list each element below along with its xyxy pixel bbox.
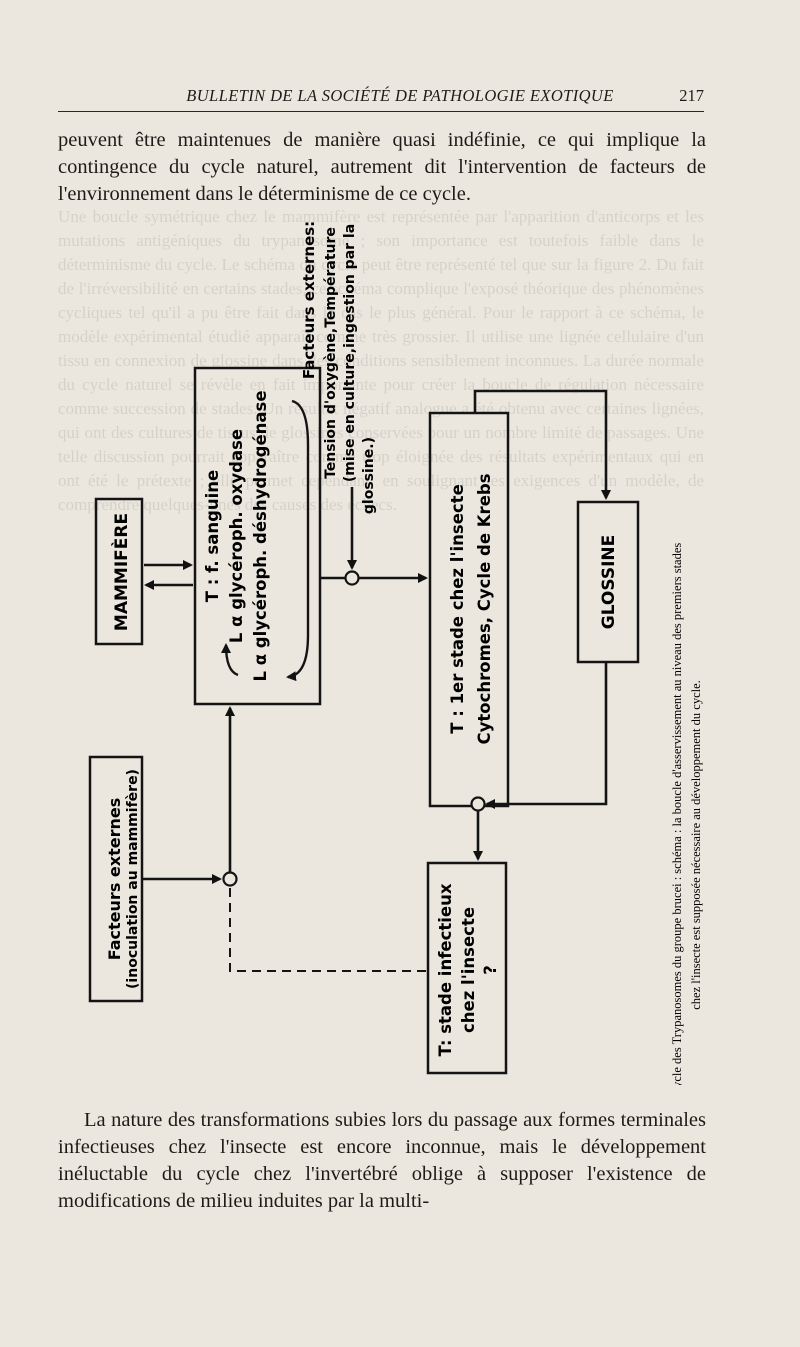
figure-2: [50, 205, 750, 1085]
glossine-label: GLOSSINE: [599, 534, 619, 630]
infectious-stage-insect: chez l'insecte: [459, 906, 478, 1034]
junction-circle-insect: [472, 798, 485, 811]
external-factors-insect-line3: (mise en culture,ingestion par la: [342, 223, 358, 483]
mammifere-label: MAMMIFÈRE: [112, 512, 132, 632]
external-factors-mammal-inoculation: (inoculation au mammifère): [125, 769, 141, 989]
figure-caption-line1: Fig. 2. — Cycle des Trypanosomes du groupe brucei : schéma : la boucle d'asservissement au niveau des premiers stades: [670, 542, 684, 1085]
bleed-through-text: Une boucle symétrique chez le mammifère est représentée par l'apparition d'anticorps et les mutations antigéniques du trypanosome ; son importance est toutefois faible dans le déterminisme du cycle. Le schéma du cycle peut être représenté tel que sur la figure 2. Du fait de l'irréversibilité en certains stades, ce schéma complique l'exposé théorique des phénomènes cycliques tel qu'il a pu être fait dans le cas le plus général. Pour le rapport à ce schéma, le modèle expérimental étudié apparaît comme très grossier. Il utilise une lignée cellulaire d'un tissu en connexion de glossine dans des conditions sensiblement inconnues. La durée normale du cycle naturel se révèle en fait importante pour créer la boucle de régulation nécessaire comme succession de stades. Un résultat négatif analogue a été obtenu avec certaines lignées, qui ont des cultures de tissus de glossines conservées pour un nombre limité de passages. Une telle discussion pourrait apparaître comme trop éloignée des résultats expérimentaux qui en ont été le prétexte ; elle permet cependant, en soulignant les exigences d'un modèle, de comprendre quelques-unes des causes des échecs.: [58, 207, 704, 514]
figure-caption-line2: chez l'insecte est supposée nécessaire au développement du cycle.: [689, 680, 703, 1010]
blood-stage-title: T : f. sanguine: [203, 469, 222, 603]
blood-stage-oxydase: L α glycéroph. oxydase: [227, 428, 246, 644]
junction-circle-bottom: [224, 873, 237, 886]
infectious-stage-title: T: stade infectieux: [436, 883, 455, 1057]
paragraph-bottom: La nature des transformations subies lors du passage aux formes terminales infectieuses chez l'insecte est encore inconnue, mais le développement inéluctable du cycle chez l'invertébré oblige à supposer l'existence de modifications de milieu induites par la multi-: [58, 1109, 706, 1212]
external-factors-insect-title: Facteurs externes:: [300, 220, 318, 380]
insect-stage-cytochromes: Cytochromes, Cycle de Krebs: [475, 473, 494, 745]
blood-stage-deshydrogenase: L α glycéroph. déshydrogénase: [251, 390, 270, 682]
external-factors-insect-line4: glossine.): [361, 437, 377, 515]
external-factors-insect-line2: Tension d'oxygène,Température: [323, 227, 339, 479]
running-header: BULLETIN DE LA SOCIÉTÉ DE PATHOLOGIE EXOTIQUE: [186, 86, 614, 105]
cycle-diagram: [50, 205, 750, 1085]
infectious-stage-question: ?: [481, 965, 500, 975]
insect-stage-box: [430, 413, 508, 806]
external-factors-mammal-title: Facteurs externes: [105, 797, 124, 961]
junction-circle-top: [346, 572, 359, 585]
page-number: 217: [679, 86, 704, 105]
insect-stage-title: T : 1er stade chez l'insecte: [448, 484, 467, 734]
header-rule: [58, 111, 704, 112]
paragraph-top: peuvent être maintenues de manière quasi indéfinie, ce qui implique la contingence du cycle naturel, autrement dit l'intervention de facteurs de l'environnement dans le déterminisme de ce cycle.: [58, 129, 706, 205]
